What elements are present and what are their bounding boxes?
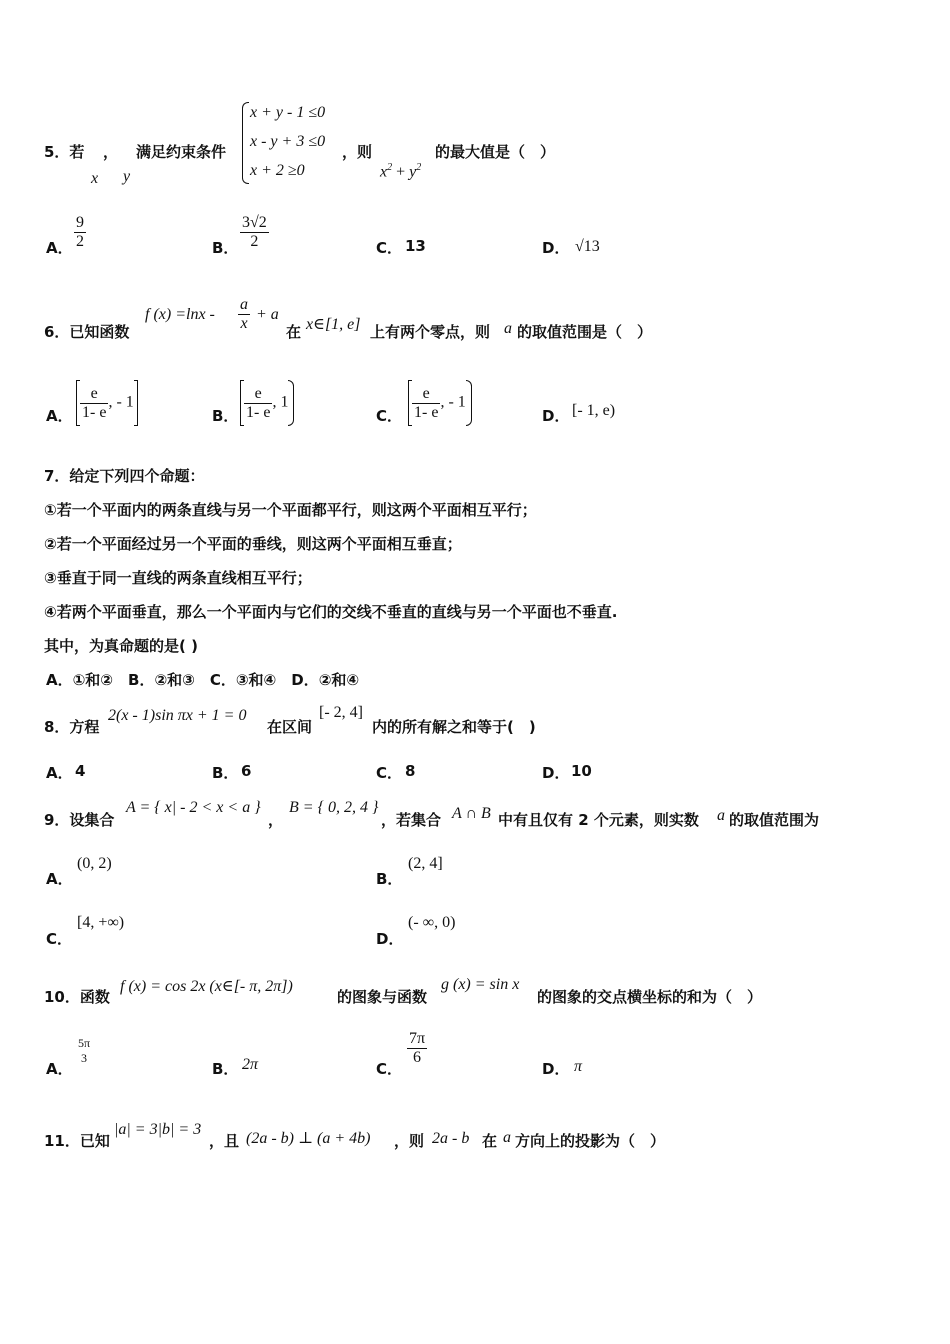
q5-constraint-2: x - y + 3 ≤0 (250, 133, 326, 150)
q10-option-c-num: 7π (409, 1030, 426, 1047)
q8-mid: 在区间 (267, 718, 313, 736)
q6-fraction (238, 296, 250, 333)
q9-tail: 中有且仅有 2 个元素，则实数 (498, 811, 699, 829)
q6-option-c-num: e (422, 384, 430, 402)
q9-option-d-value: (- ∞, 0) (408, 914, 456, 931)
q10-option-d-label: D． (542, 1060, 570, 1078)
q5-separator: ， (103, 143, 119, 161)
q8-tail: 内的所有解之和等于( ) (372, 718, 536, 736)
q7-item-2: ②若一个平面经过另一个平面的垂线，则这两个平面相互垂直； (44, 535, 462, 553)
q6-option-a-label: A． (46, 407, 73, 425)
q5-question-tail: 的最大值是（ ） (435, 143, 556, 161)
q6-frac-num: a (240, 296, 248, 313)
q9-set-b: B = { 0, 2, 4 } (289, 799, 379, 816)
q8-option-d-label: D． (542, 764, 570, 782)
q5-option-b-value (240, 214, 269, 251)
q5-option-a-num: 9 (76, 214, 84, 231)
q5-option-b-num: 3√2 (242, 214, 267, 231)
q5-number: 5．若 (44, 143, 85, 161)
q10-option-b-label: B． (212, 1060, 239, 1078)
q10-option-c-den: 6 (407, 1048, 427, 1067)
q11-mid: ，且 (209, 1132, 240, 1150)
q7-options: A．①和② B．②和③ C．③和④ D．②和④ (46, 671, 360, 689)
q9-option-b-value: (2, 4] (408, 855, 443, 872)
q5-expr-x-exp: 2 (387, 162, 393, 173)
q6-option-c-rest: , - 1 (440, 393, 466, 411)
q10-option-d-value: π (574, 1058, 583, 1075)
q6-in: 在 (286, 323, 302, 341)
q7-item-1: ①若一个平面内的两条直线与另一个平面都平行，则这两个平面相互平行； (44, 501, 537, 519)
q9-option-d-label: D． (376, 930, 404, 948)
q5-option-d-label: D． (542, 239, 570, 257)
q11-vector: 2a - b (432, 1130, 470, 1147)
q5-then: ，则 (342, 143, 373, 161)
q11-number: 11．已知 (44, 1132, 110, 1150)
q9-tail2: 的取值范围为 (729, 811, 820, 829)
q6-option-c-value (408, 380, 472, 426)
q10-option-a-num: 5π (78, 1036, 91, 1050)
q9-comma: ， (268, 811, 284, 829)
q6-option-a-rest: , - 1 (108, 393, 134, 411)
q6-tail: 上有两个零点，则 (370, 323, 491, 341)
q10-function-g: g (x) = sin x (441, 976, 520, 993)
q5-expr-y-exp: 2 (416, 162, 422, 173)
q5-constraint-3: x + 2 ≥0 (250, 162, 305, 179)
q5-option-c-value: 13 (405, 237, 426, 255)
q7-ask: 其中，为真命题的是( ) (44, 637, 198, 655)
q9-option-c-label: C． (46, 930, 73, 948)
q10-option-a-den: 3 (81, 1051, 88, 1065)
q10-option-a-value (76, 1036, 92, 1066)
q6-var-a: a (504, 320, 512, 337)
q8-number: 8．方程 (44, 718, 100, 736)
q6-number: 6．已知函数 (44, 323, 130, 341)
q8-option-c-value: 8 (405, 762, 416, 780)
q11-in: 在 (482, 1132, 498, 1150)
q8-option-b-label: B． (212, 764, 239, 782)
q9-number: 9．设集合 (44, 811, 115, 829)
q6-frac-den: x (238, 314, 250, 333)
q5-option-b-label: B． (212, 239, 239, 257)
q9-option-a-label: A． (46, 870, 73, 888)
q5-constraint-1: x + y - 1 ≤0 (250, 104, 326, 121)
q5-expression: $x^2 + y^2$ (380, 162, 422, 181)
q6-option-a-den: 1- e (82, 403, 107, 421)
q10-mid: 的图象与函数 (337, 988, 428, 1006)
q7-item-3: ③垂直于同一直线的两条直线相互平行； (44, 569, 312, 587)
q6-tail2: 的取值范围是（ ） (517, 323, 653, 341)
q8-option-d-value: 10 (571, 762, 592, 780)
q9-option-b-label: B． (376, 870, 403, 888)
q5-expr-y: y (409, 163, 417, 181)
q9-intersection: A ∩ B (452, 805, 491, 822)
q9-mid: ，若集合 (381, 811, 442, 829)
q9-set-a: A = { x| - 2 < x < a } (126, 799, 261, 816)
q5-condition-text: 满足约束条件 (136, 143, 227, 161)
q9-option-a-value: (0, 2) (77, 855, 112, 872)
q6-option-b-value (240, 380, 294, 426)
q6-option-a-num: e (90, 384, 98, 402)
q11-perpendicular: (2a - b) ⊥ (a + 4b) (246, 1130, 371, 1147)
q6-plus-a: + a (256, 306, 279, 323)
q11-then: ，则 (394, 1132, 425, 1150)
q6-option-d-value: [- 1, e) (572, 402, 616, 419)
q10-option-c-label: C． (376, 1060, 403, 1078)
q5-var-y: y (123, 168, 131, 185)
q5-option-a-den: 2 (76, 233, 84, 250)
q8-option-b-value: 6 (241, 762, 252, 780)
q8-interval: [- 2, 4] (319, 704, 363, 721)
q8-option-a-value: 4 (75, 762, 86, 780)
q6-option-b-rest: , 1 (272, 393, 289, 411)
q5-system-brace (242, 102, 249, 184)
q6-option-c-den: 1- e (414, 403, 439, 421)
q10-option-a-label: A． (46, 1060, 73, 1078)
q5-option-c-label: C． (376, 239, 403, 257)
q5-option-b-den: 2 (240, 232, 269, 251)
q10-number: 10．函数 (44, 988, 110, 1006)
q6-option-a-value (76, 380, 138, 426)
q5-option-d-value: √13 (575, 238, 600, 255)
q6-option-b-num: e (254, 384, 262, 402)
q10-option-b-value: 2π (242, 1056, 259, 1073)
q8-option-c-label: C． (376, 764, 403, 782)
q10-function-f: f (x) = cos 2x (x∈[- π, 2π]) (120, 978, 293, 995)
q6-option-d-label: D． (542, 407, 570, 425)
q10-option-c-value (407, 1030, 427, 1067)
q6-domain: x∈[1, e] (306, 316, 361, 333)
q5-option-a-label: A． (46, 239, 73, 257)
q11-direction: a (503, 1129, 511, 1146)
q6-option-b-den: 1- e (246, 403, 271, 421)
q6-option-c-label: C． (376, 407, 403, 425)
q9-option-c-value: [4, +∞) (77, 914, 125, 931)
q11-condition: |a| = 3|b| = 3 (114, 1121, 202, 1138)
q10-tail: 的图象的交点横坐标的和为（ ） (537, 988, 763, 1006)
q5-option-a-value (74, 214, 86, 251)
q7-title: 7．给定下列四个命题： (44, 467, 205, 485)
q5-expr-x: x (380, 163, 388, 181)
q7-item-4: ④若两个平面垂直，那么一个平面内与它们的交线不垂直的直线与另一个平面也不垂直. (44, 603, 618, 621)
q5-var-x: x (91, 170, 99, 187)
q8-option-a-label: A． (46, 764, 73, 782)
q6-function: f (x) =lnx - (145, 306, 215, 323)
q11-tail: 方向上的投影为（ ） (515, 1132, 666, 1150)
q8-equation: 2(x - 1)sin πx + 1 = 0 (108, 707, 247, 724)
q9-var-a: a (717, 807, 725, 824)
q6-option-b-label: B． (212, 407, 239, 425)
